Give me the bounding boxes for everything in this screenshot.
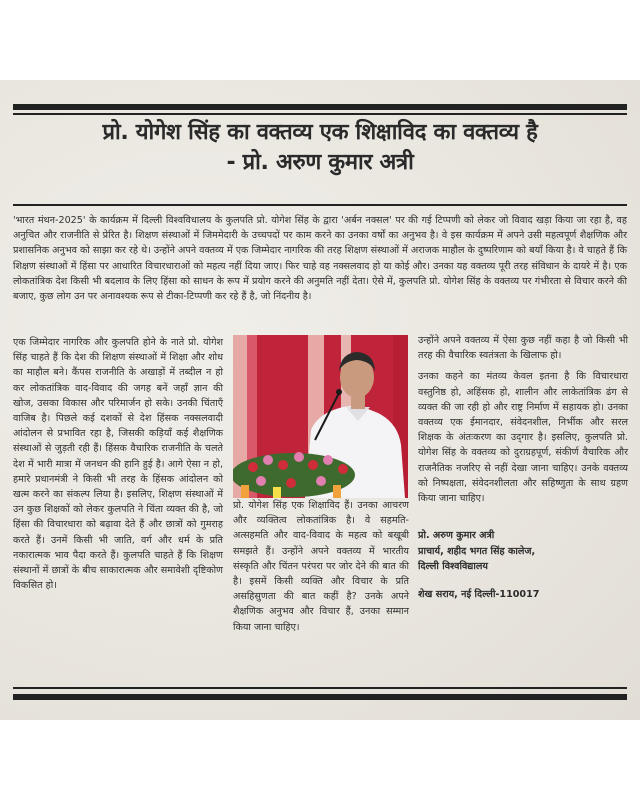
middle-column (233, 498, 409, 641)
microphone (336, 389, 342, 395)
intro-paragraph: 'भारत मंथन-2025' के कार्यक्रम में दिल्ली विश्वविधालय के कुलपति प्रो. योगेश सिंह के द्वारा 'अर्बन नक्सल' पर की गई टिप्पणी को लेकर जो विवाद खड़ा किया जा रहा है, वह अनुचित और राजनीति से प्रेरित है। शिक्षण संस्थाओं में जिममेदारी के उच्चपदों पर काम करने का उनका वर्षों का अनुभव है। वे इस कार्यक्रम में अपने उसी महत्वपूर्ण शैक्षणिक और प्रशासनिक अनुभव को साझा कर रहे थे। उन्होंने अपने वक्तव्य में एक जिम्मेदार नागरिक की तरह शिक्षण संस्थाओं में अराजक माहौल के दुष्परिणाम को बयाँ किया है। वे चाहते हैं कि शिक्षण संस्थाओं में हिंसा पर आधारित विचारधाराओं को महत्य नहीं दिया जाए। फिर चाहे वह नक्सलवाद हो या कोई और। उनका यह वक्तव्य पूरी तरह संविधान के दायरे में है। एक लोकतांत्रिक देश किसी भी बदलाव के लिए हिंसा को साधन के रूप में प्रयोग करने की अनुमति नहीं देता। ऐसे में, कुलपति प्रो. योगेश सिंह के वक्तव्य पर गंभीरता से विचार करने की बजाए, कुछ लोग उन पर अनावश्यक रूप से टीका-टिप्पणी कर रहे हैं है, जो निंदनीय है। (13, 215, 627, 303)
author-institution: दिल्ली विश्वविद्यालय (418, 561, 488, 573)
right-column-para-1: उन्होंने अपने वक्तव्य में ऐसा कुछ नहीं कहा है जो किसी भी तरह की वैचारिक स्वतंत्रता के खिलाफ हो। (418, 335, 628, 362)
headline-line-1: प्रो. योगेश सिंह का वक्तव्य एक शिक्षाविद का वक्तव्य है (102, 120, 538, 145)
top-rule-thick (13, 104, 627, 110)
headline-line-2: - प्रो. अरुण कुमार अत्री (226, 150, 414, 175)
right-column (418, 333, 628, 602)
author-designation: प्राचार्य, शहीद भगत सिंह कालेज, (418, 545, 536, 557)
author-signature (418, 528, 628, 575)
right-column-para-2: उनका कहने का मंतव्य केवल इतना है कि विचारधारा वस्तुनिष्ठ हो, अहिंसक हो, शालीन और लाकेतांत्रिक ढंग से व्यक्त की जा रही हो और राष्ट्र निर्माण में सहायक हो। उनका वक्तव्य एक ईमानदार, संवेदनशील, निर्भीक और सरल शिक्षक के अंतःकरण का उद्‌गार है। इसलिए, कुलपति प्रो. योगेश सिंह के वक्तव्य को दुराग्रहपूर्ण, संकीर्ण वैचारिक और राजनैतिक नजरिए से नहीं देखा जाना चाहिए। उनके वक्तव्य को निष्पक्षता, संवेदनशीलता और सहिष्णुता के साथ ग्रहण किया जाना चाहिए। (418, 371, 628, 505)
speaker-photo (233, 335, 408, 498)
speaker-photo-illustration (233, 335, 408, 498)
bottom-rule-thin (13, 687, 627, 689)
headline (13, 118, 627, 178)
left-column-text: एक जिम्मेदार नागरिक और कुलपति होने के नाते प्रो. योगेश सिंह चाहते हैं कि देश की शिक्षण संस्थाओं में शिक्षा और शोध का माहौल बने। कैंपस राजनीति के अखाड़ों में तब्दील न हो कर लोकतांत्रिक वाद-विवाद की जगह बनें जहाँ ज्ञान की खोज, उसका विकास और परिमार्जन हो सके। उनकी चिंताएँ वाजिब है। पिछले कई दशकों से देश हिंसक नक्सलवादी आंदोलन से प्रभावित रहा है, जिसकी कड़ियाँ कई शैक्षणिक संस्थाओं से जुड़ती रही हैं। हिंसक वैचारिक राजनीति के चलते देश में भारी मात्रा में जनधन की हानि हुई है। आगे ऐसा न हो, हमारे प्रधानमंत्री ने किसी भी तरह के हिंसक आंदोलन को खत्म करने का संकल्प लिया है। इसलिए, शिक्षण संस्थाओं में उन कुछ शिक्षकों को लेकर कुलपति ने चिंता व्यक्त की है, जो हिंसा की विचारधारा को बढ़ावा देते हैं और छात्रों को गुमराह करते हैं। उनमें किसी भी जाति, वर्ग और धर्म के प्रति नकारात्मक भाव पैदा करते हैं। कुलपति चाहते हैं कि शिक्षण संस्थानों में छात्रों के बीच साकारात्मक और समावेशी दृष्टिकोण विकसित हो। (13, 337, 223, 592)
headline-bottom-rule (13, 204, 627, 206)
top-rule-thin (13, 113, 627, 115)
left-column (13, 335, 223, 599)
bottom-rule-thick (13, 694, 627, 700)
author-address: शेख सराय, नई दिल्ली-110017 (418, 588, 540, 600)
author-name: प्रो. अरुण कुमार अत्री (418, 530, 495, 542)
newspaper-clipping (0, 80, 640, 720)
middle-column-text: प्रो. योगेश सिंह एक शिक्षाविद हैं। उनका आचरण और व्यक्तित्व लोकतांत्रिक है। वे सहमति-अत्सहमति और वाद-विवाद के महत्व को बखूबी समझते हैं। उन्होंने अपने वक्तव्य में भारतीय संस्कृति और चिंतन परंपरा पर जोर देने की बात की है। इसमें किसी व्यक्ति और विचार के प्रति असहिसुणता की बात कहीं है? उनके अपने शैक्षणिक अनुभव और विचार हैं, उनका सम्मान किया जाना चाहिए। (233, 500, 409, 633)
